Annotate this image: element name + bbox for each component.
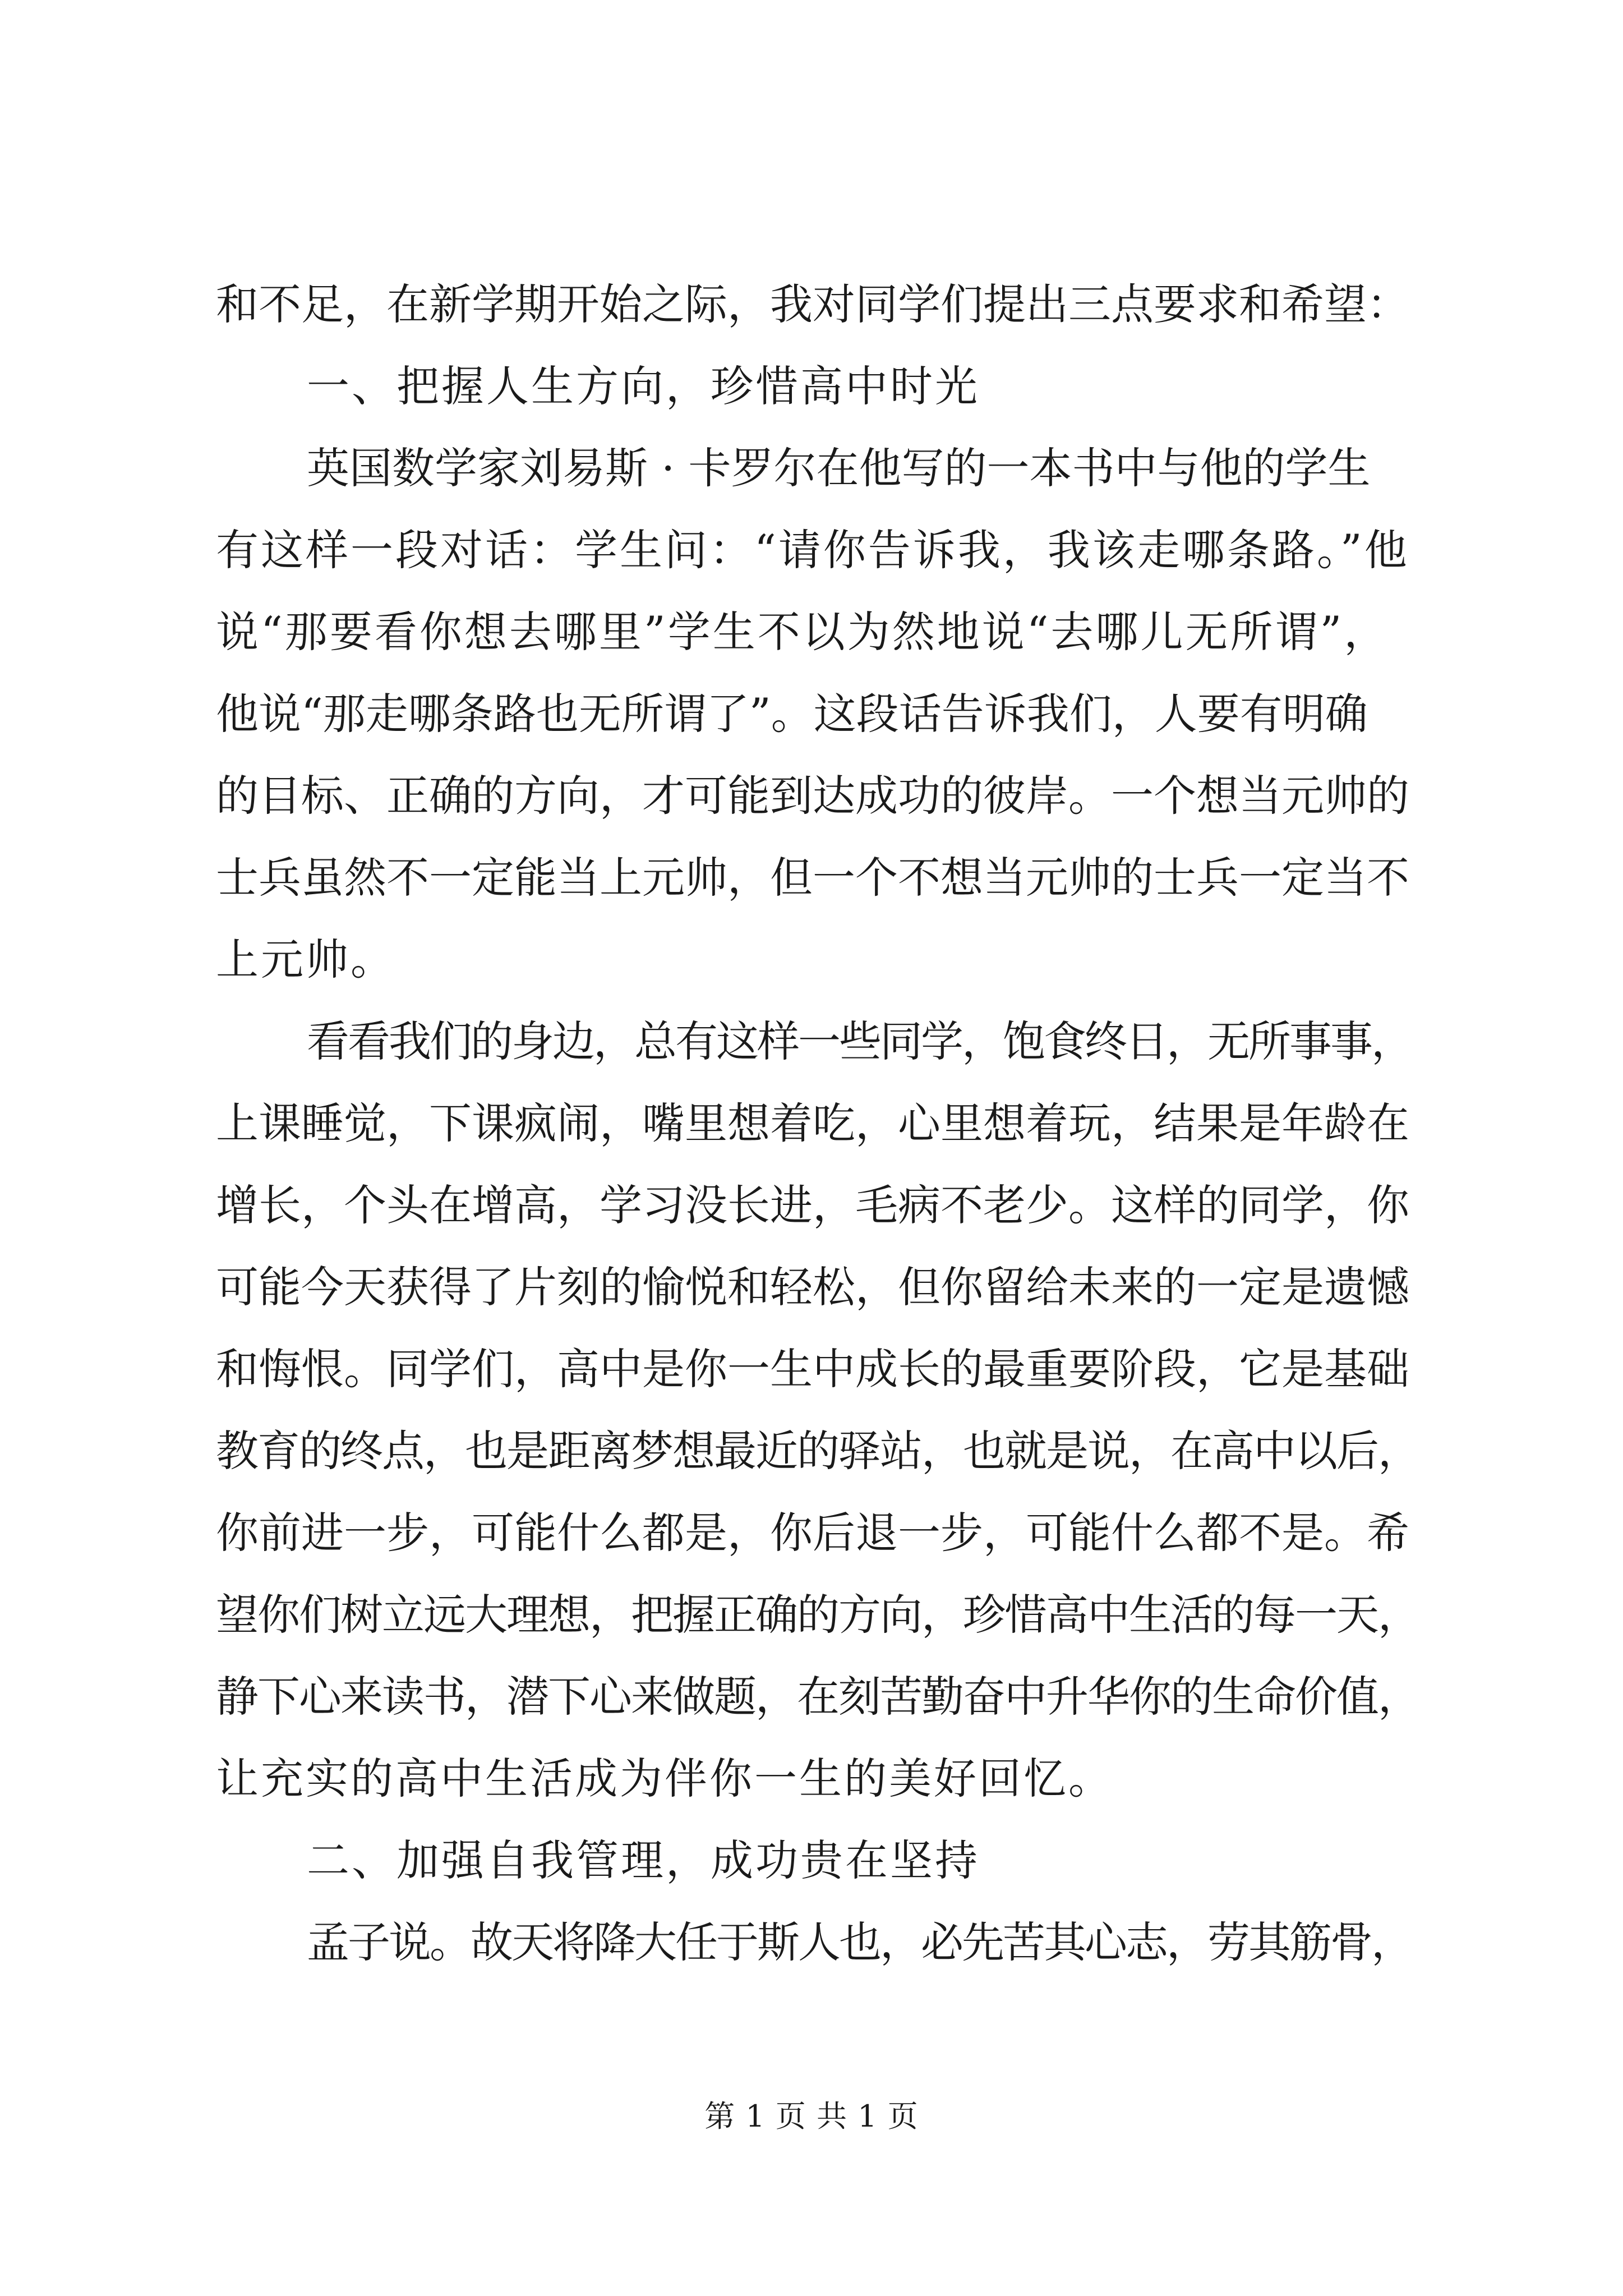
text-line-11: 上课睡觉，下课疯闹，嘴里想着吃，心里想着玩，结果是年龄在	[216, 1098, 1409, 1148]
page-footer	[0, 2097, 1623, 2136]
text-line-9: 上元帅。	[216, 935, 395, 984]
text-line-15: 教育的终点，也是距离梦想最近的驿站，也就是说，在高中以后，	[216, 1426, 1419, 1476]
text-line-5: 说“那要看你想去哪里”学生不以为然地说“去哪儿无所谓”，	[216, 607, 1389, 657]
text-line-18: 静下心来读书，潜下心来做题，在刻苦勤奋中升华你的生命价值，	[216, 1672, 1419, 1722]
text-line-21: 孟子说。故天将降大任于斯人也，必先苦其心志，劳其筋骨，	[307, 1917, 1412, 1967]
text-line-3: 英国数学家刘易斯 · 卡罗尔在他写的一本书中与他的学生	[307, 443, 1371, 493]
document-body	[216, 264, 1422, 1984]
text-line-8: 士兵虽然不一定能当上元帅，但一个不想当元帅的士兵一定当不	[216, 853, 1409, 903]
text-line-17: 望你们树立远大理想，把握正确的方向，珍惜高中生活的每一天，	[216, 1590, 1419, 1640]
text-line-7: 的目标、正确的方向，才可能到达成功的彼岸。一个想当元帅的	[216, 771, 1409, 821]
text-line-14: 和悔恨。同学们，高中是你一生中成长的最重要阶段，它是基础	[216, 1344, 1409, 1394]
text-line-12: 增长，个头在增高，学习没长进，毛病不老少。这样的同学，你	[216, 1180, 1409, 1230]
text-line-1: 和不足，在新学期开始之际，我对同学们提出三点要求和希望：	[216, 279, 1409, 329]
text-line-4: 有这样一段对话：学生问：“请你告诉我，我该走哪条路。”他	[216, 525, 1409, 575]
page-number-label: 第 1 页 共 1 页	[704, 2099, 919, 2134]
text-line-10: 看看我们的身边，总有这样一些同学，饱食终日，无所事事，	[307, 1016, 1412, 1066]
text-line-6: 他说“那走哪条路也无所谓了”。这段话告诉我们，人要有明确	[216, 689, 1368, 739]
section-heading-1: 一、把握人生方向，珍惜高中时光	[307, 361, 980, 411]
text-line-19: 让充实的高中生活成为伴你一生的美好回忆。	[216, 1754, 1113, 1803]
text-line-16: 你前进一步，可能什么都是，你后退一步，可能什么都不是。希	[216, 1508, 1409, 1558]
text-line-13: 可能今天获得了片刻的愉悦和轻松，但你留给未来的一定是遗憾	[216, 1262, 1409, 1312]
section-heading-2: 二、加强自我管理，成功贵在坚持	[307, 1835, 980, 1885]
